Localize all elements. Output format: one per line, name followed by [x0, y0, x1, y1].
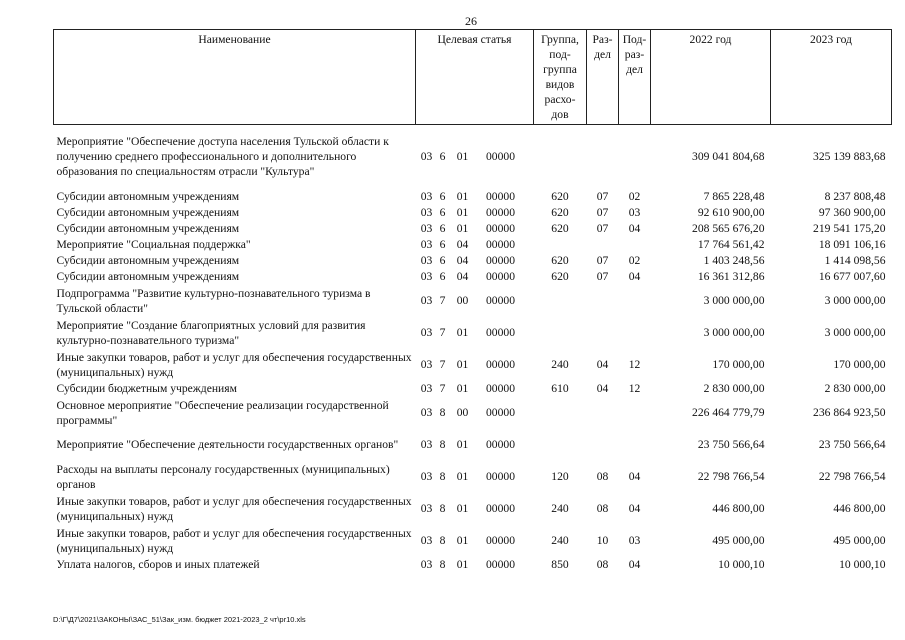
table-header-row: [54, 30, 892, 125]
target-event: 01: [456, 326, 469, 339]
row-target-code: [416, 205, 534, 221]
row-2023: 236 864 923,50: [813, 406, 886, 419]
target-event: 01: [456, 470, 469, 483]
target-subprogram: 6: [439, 254, 446, 267]
target-subprogram: 8: [439, 470, 446, 483]
row-target-code: [416, 557, 534, 573]
row-section: 08: [596, 470, 609, 483]
row-subsection: 04: [628, 270, 641, 283]
target-subprogram: 6: [439, 238, 446, 251]
table-row: [54, 461, 892, 493]
row-section: 08: [596, 558, 609, 571]
target-event: 01: [456, 190, 469, 203]
row-2022: 1 403 248,56: [703, 254, 765, 267]
row-2022: 208 565 676,20: [692, 222, 765, 235]
row-2023: 3 000 000,00: [824, 326, 886, 339]
row-group: [534, 125, 587, 189]
row-target-code: [416, 253, 534, 269]
row-target-code: [416, 269, 534, 285]
row-subsection: 04: [628, 222, 641, 235]
row-name: Субсидии бюджетным учреждениям: [56, 382, 237, 395]
row-subsection: 12: [628, 382, 641, 395]
row-2023: 18 091 106,16: [818, 238, 886, 251]
target-subprogram: 8: [439, 502, 446, 515]
target-program: 03: [420, 534, 433, 547]
target-program: 03: [420, 470, 433, 483]
table-row: [54, 221, 892, 237]
row-name: Субсидии автономным учреждениям: [56, 222, 240, 235]
target-program: 03: [420, 222, 433, 235]
row-2022: 92 610 900,00: [697, 206, 765, 219]
header-subsection: Под-раз-дел: [619, 30, 651, 125]
row-group: [534, 237, 587, 253]
row-group: [534, 397, 587, 429]
target-event: 01: [456, 438, 469, 451]
row-2022: 170 000,00: [712, 358, 765, 371]
target-subprogram: 6: [439, 190, 446, 203]
row-target-code: [416, 349, 534, 381]
target-program: 03: [420, 150, 433, 164]
row-2023: 16 677 007,60: [818, 270, 886, 283]
target-event: 00: [456, 294, 469, 307]
row-group: 620: [551, 222, 569, 235]
header-section: Раз-дел: [587, 30, 619, 125]
row-subsection: [619, 317, 651, 349]
row-group: [534, 317, 587, 349]
table-row: [54, 397, 892, 429]
row-group: 620: [551, 254, 569, 267]
target-subprogram: 8: [439, 558, 446, 571]
target-event: 01: [456, 222, 469, 235]
row-2023: 446 800,00: [833, 502, 886, 515]
table-row: [54, 125, 892, 189]
row-2023: 325 139 883,68: [813, 150, 886, 164]
target-subprogram: 8: [439, 406, 446, 419]
target-program: 03: [420, 294, 433, 307]
row-subsection: 03: [628, 206, 641, 219]
row-target-code: [416, 189, 534, 205]
row-section: [587, 237, 619, 253]
target-program: 03: [420, 558, 433, 571]
row-2023: 8 237 808,48: [824, 190, 886, 203]
target-direction: 00000: [486, 294, 515, 307]
target-direction: 00000: [486, 470, 515, 483]
target-event: 01: [456, 558, 469, 571]
row-name: Мероприятие "Обеспечение доступа населения Тульской области к получению среднего профессионального и дополнительного образования по специальностям отрасли "Культура": [56, 135, 389, 179]
target-direction: 00000: [486, 270, 515, 283]
table-row: [54, 381, 892, 397]
row-group: 620: [551, 206, 569, 219]
target-direction: 00000: [486, 406, 515, 419]
row-subsection: [619, 285, 651, 317]
target-event: 01: [456, 534, 469, 547]
row-name: Подпрограмма "Развитие культурно-познавательного туризма в Тульской области": [56, 286, 371, 315]
row-subsection: 02: [628, 190, 641, 203]
row-target-code: [416, 429, 534, 461]
target-direction: 00000: [486, 534, 515, 547]
row-section: 07: [596, 222, 609, 235]
row-subsection: 12: [628, 358, 641, 371]
row-2022: 309 041 804,68: [692, 150, 765, 164]
row-2023: 97 360 900,00: [818, 206, 886, 219]
row-2023: 2 830 000,00: [824, 382, 886, 395]
row-section: 08: [596, 502, 609, 515]
table-row: [54, 317, 892, 349]
row-section: 07: [596, 206, 609, 219]
table-row: [54, 525, 892, 557]
row-name: Иные закупки товаров, работ и услуг для обеспечения государственных (муниципальных) нужд: [56, 350, 412, 379]
table-row: [54, 237, 892, 253]
table-row: [54, 557, 892, 573]
row-name: Расходы на выплаты персоналу государственных (муниципальных) органов: [56, 462, 390, 491]
row-group: [534, 429, 587, 461]
row-subsection: 04: [628, 558, 641, 571]
target-event: 01: [456, 206, 469, 219]
table-row: [54, 349, 892, 381]
row-2023: 1 414 098,56: [824, 254, 886, 267]
row-group: 610: [551, 382, 569, 395]
table-row: [54, 269, 892, 285]
target-direction: 00000: [486, 358, 515, 371]
target-subprogram: 7: [439, 294, 446, 307]
table-row: [54, 285, 892, 317]
target-direction: 00000: [486, 238, 515, 251]
row-group: 620: [551, 270, 569, 283]
row-section: [587, 317, 619, 349]
target-subprogram: 7: [439, 326, 446, 339]
table-row: [54, 429, 892, 461]
header-2023: 2023 год: [771, 30, 892, 125]
row-name: Мероприятие "Социальная поддержка": [56, 238, 251, 251]
target-subprogram: 7: [439, 358, 446, 371]
row-subsection: 03: [628, 534, 641, 547]
row-subsection: [619, 125, 651, 189]
row-2022: 17 764 561,42: [697, 238, 765, 251]
row-target-code: [416, 493, 534, 525]
budget-table: [53, 29, 892, 573]
row-target-code: [416, 125, 534, 189]
row-subsection: 04: [628, 502, 641, 515]
target-direction: 00000: [486, 502, 515, 515]
row-section: [587, 429, 619, 461]
target-direction: 00000: [486, 438, 515, 451]
row-group: 240: [551, 358, 569, 371]
row-section: 07: [596, 270, 609, 283]
row-group: 240: [551, 502, 569, 515]
table-row: [54, 205, 892, 221]
target-event: 01: [456, 502, 469, 515]
target-subprogram: 8: [439, 534, 446, 547]
row-section: 10: [596, 534, 609, 547]
page-number: 26: [465, 14, 477, 28]
row-name: Субсидии автономным учреждениям: [56, 190, 240, 203]
target-event: 00: [456, 406, 469, 419]
row-2023: 22 798 766,54: [818, 470, 886, 483]
row-2022: 16 361 312,86: [697, 270, 765, 283]
row-name: Иные закупки товаров, работ и услуг для обеспечения государственных (муниципальных) нужд: [56, 526, 412, 555]
target-direction: 00000: [486, 206, 515, 219]
target-program: 03: [420, 358, 433, 371]
row-name: Иные закупки товаров, работ и услуг для обеспечения государственных (муниципальных) нужд: [56, 494, 412, 523]
row-name: Уплата налогов, сборов и иных платежей: [56, 558, 260, 571]
row-2022: 10 000,10: [718, 558, 765, 571]
row-target-code: [416, 237, 534, 253]
target-event: 04: [456, 254, 469, 267]
target-direction: 00000: [486, 326, 515, 339]
row-name: Субсидии автономным учреждениям: [56, 254, 240, 267]
row-subsection: [619, 429, 651, 461]
row-section: 07: [596, 190, 609, 203]
row-target-code: [416, 221, 534, 237]
row-name: Мероприятие "Создание благоприятных условий для развития культурно-познавательного туризма": [56, 318, 366, 347]
target-program: 03: [420, 438, 433, 451]
row-2022: 2 830 000,00: [703, 382, 765, 395]
row-2023: 170 000,00: [833, 358, 886, 371]
row-2023: 3 000 000,00: [824, 294, 886, 307]
row-2023: 10 000,10: [839, 558, 886, 571]
row-2022: 495 000,00: [712, 534, 765, 547]
target-program: 03: [420, 190, 433, 203]
target-subprogram: 6: [439, 222, 446, 235]
row-section: [587, 397, 619, 429]
target-subprogram: 6: [439, 150, 446, 164]
row-target-code: [416, 317, 534, 349]
target-direction: 00000: [486, 382, 515, 395]
target-event: 01: [456, 150, 469, 164]
target-direction: 00000: [486, 558, 515, 571]
target-event: 04: [456, 238, 469, 251]
row-group: 850: [551, 558, 569, 571]
row-target-code: [416, 461, 534, 493]
target-subprogram: 7: [439, 382, 446, 395]
row-target-code: [416, 381, 534, 397]
row-name: Субсидии автономным учреждениям: [56, 270, 240, 283]
table-row: [54, 493, 892, 525]
target-program: 03: [420, 254, 433, 267]
table-row: [54, 189, 892, 205]
row-name: Мероприятие "Обеспечение деятельности государственных органов": [56, 438, 399, 451]
row-subsection: [619, 397, 651, 429]
row-section: [587, 125, 619, 189]
target-direction: 00000: [486, 254, 515, 267]
table-row: [54, 253, 892, 269]
header-name: Наименование: [54, 30, 416, 125]
target-event: 04: [456, 270, 469, 283]
row-name: Основное мероприятие "Обеспечение реализации государственной программы": [56, 398, 389, 427]
header-2022: 2022 год: [651, 30, 771, 125]
target-program: 03: [420, 382, 433, 395]
row-group: 120: [551, 470, 569, 483]
row-2022: 226 464 779,79: [692, 406, 765, 419]
target-direction: 00000: [486, 150, 515, 164]
row-2022: 3 000 000,00: [703, 294, 765, 307]
row-section: 04: [596, 382, 609, 395]
target-program: 03: [420, 206, 433, 219]
target-program: 03: [420, 406, 433, 419]
target-program: 03: [420, 270, 433, 283]
row-2022: 22 798 766,54: [697, 470, 765, 483]
header-group: Группа, под-группа видов расхо-дов: [534, 30, 587, 125]
target-event: 01: [456, 358, 469, 371]
row-section: [587, 285, 619, 317]
target-program: 03: [420, 502, 433, 515]
row-name: Субсидии автономным учреждениям: [56, 206, 240, 219]
row-section: 07: [596, 254, 609, 267]
header-target: Целевая статья: [416, 30, 534, 125]
row-2023: 219 541 175,20: [813, 222, 886, 235]
row-subsection: 02: [628, 254, 641, 267]
row-subsection: [619, 237, 651, 253]
row-group: [534, 285, 587, 317]
row-2022: 7 865 228,48: [703, 190, 765, 203]
row-2023: 495 000,00: [833, 534, 886, 547]
row-group: 620: [551, 190, 569, 203]
row-2023: 23 750 566,64: [818, 438, 886, 451]
row-target-code: [416, 397, 534, 429]
row-2022: 23 750 566,64: [697, 438, 765, 451]
target-subprogram: 8: [439, 438, 446, 451]
target-direction: 00000: [486, 222, 515, 235]
row-subsection: 04: [628, 470, 641, 483]
row-target-code: [416, 525, 534, 557]
target-direction: 00000: [486, 190, 515, 203]
target-program: 03: [420, 238, 433, 251]
row-2022: 446 800,00: [712, 502, 765, 515]
row-section: 04: [596, 358, 609, 371]
file-path-footer: D:\Г\Д7\2021\ЗАКОНЫ\ЗАС_51\Зак_изм. бюджет 2021-2023_2 чт\pr10.xls: [53, 615, 306, 624]
target-subprogram: 6: [439, 206, 446, 219]
row-group: 240: [551, 534, 569, 547]
target-subprogram: 6: [439, 270, 446, 283]
target-program: 03: [420, 326, 433, 339]
row-2022: 3 000 000,00: [703, 326, 765, 339]
row-target-code: [416, 285, 534, 317]
target-event: 01: [456, 382, 469, 395]
